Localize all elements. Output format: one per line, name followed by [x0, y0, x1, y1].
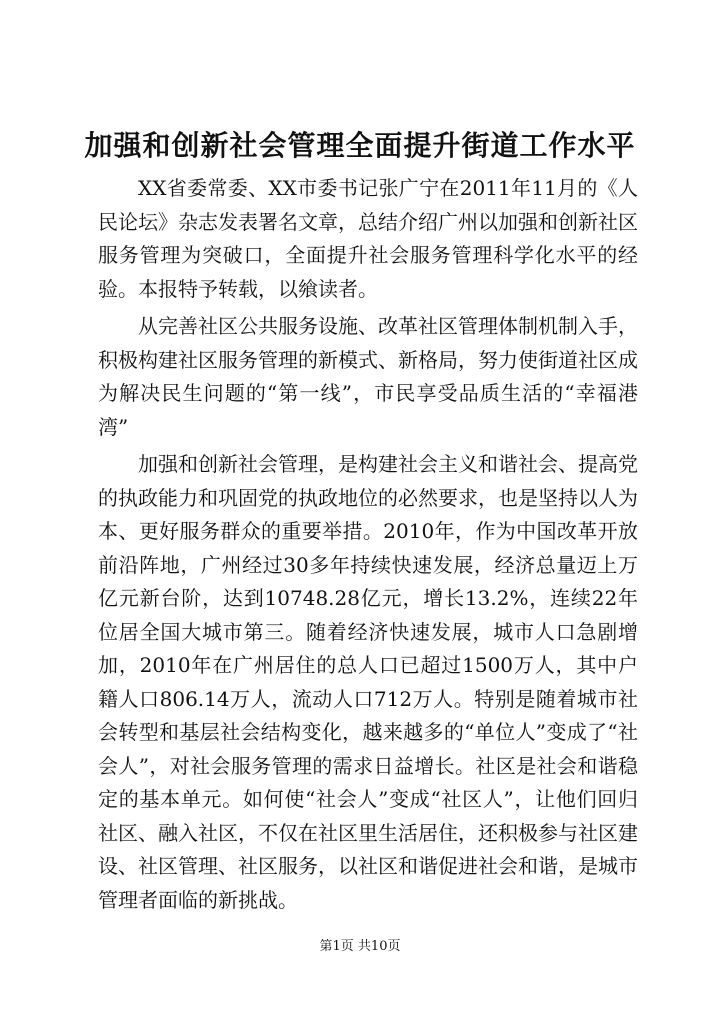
paragraph-main: 加强和创新社会管理，是构建社会主义和谐社会、提高党的执政能力和巩固党的执政地位的必然要求，也是坚持以人为本、更好服务群众的重要举措。2010年，作为中国改革开放前沿阵地，广州经过30多年持续快速发展，经济总量迈上万亿元新台阶，达到10748.28亿元，增长13.2%，连续22年位居全国大城市第三。随着经济快速发展，城市人口急剧增加，2010年在广州居住的总人口已超过1500万人，其中户籍人口806.14万人，流动人口712万人。特别是随着城市社会转型和基层社会结构变化，越来越多的“单位人”变成了“社会人”，对社会服务管理的需求日益增长。社区是社会和谐稳定的基本单元。如何使“社会人”变成“社区人”，让他们回归社区、融入社区，不仅在社区里生活居住，还积极参与社区建设、社区管理、社区服务，以社区和谐促进社会和谐，是城市管理者面临的新挑战。 [98, 452, 638, 912]
document-title: 加强和创新社会管理全面提升街道工作水平 [84, 129, 636, 162]
document-body [98, 172, 638, 921]
paragraph-summary: 从完善社区公共服务设施、改革社区管理体制机制入手，积极构建社区服务管理的新模式、新格局，努力使街道社区成为解决民生问题的“第一线”，市民享受品质生活的“幸福港湾” [98, 314, 638, 439]
page-footer: 第1页 共10页 [319, 939, 401, 954]
paragraph-intro: XX省委常委、XX市委书记张广宁在2011年11月的《人民论坛》杂志发表署名文章，总结介绍广州以加强和创新社区服务管理为突破口，全面提升社会服务管理科学化水平的经验。本报特予转载，以飨读者。 [98, 176, 638, 301]
